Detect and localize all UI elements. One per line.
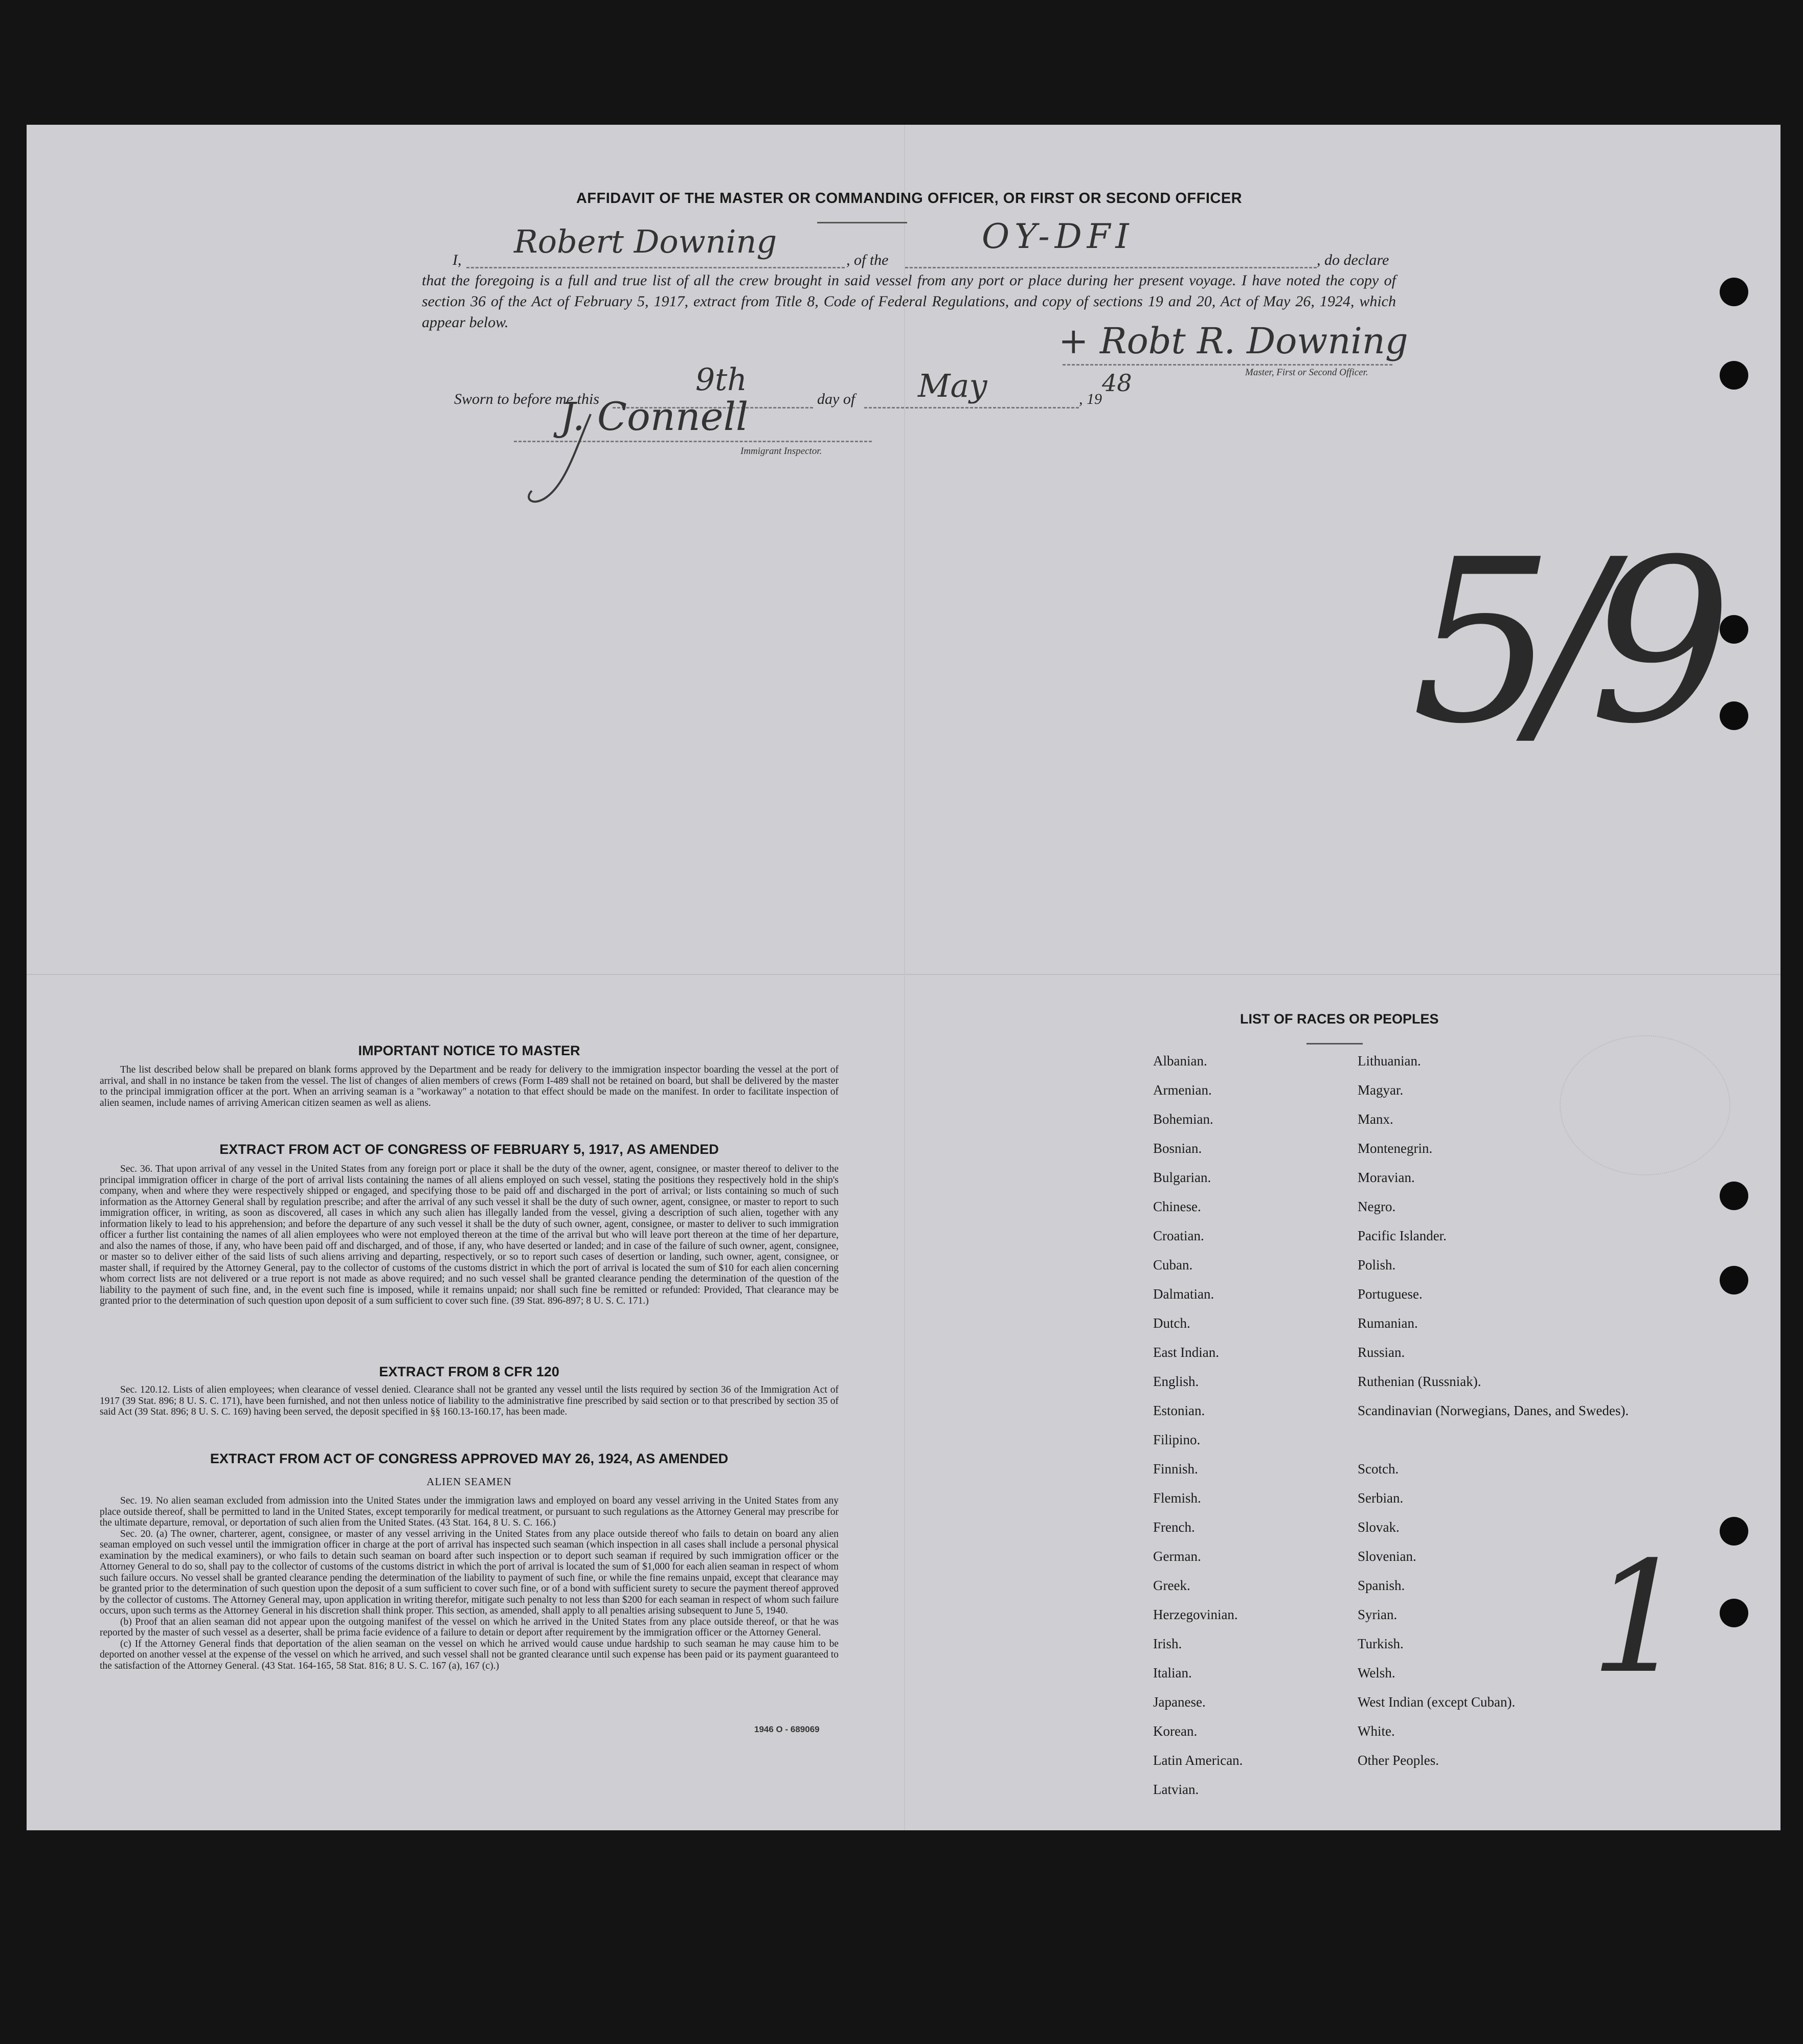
race-entry: Turkish. bbox=[1358, 1636, 1404, 1651]
affidavit-title: AFFIDAVIT OF THE MASTER OR COMMANDING OFFICER, OR FIRST OR SECOND OFFICER bbox=[576, 190, 1243, 207]
race-entry: Dalmatian. bbox=[1153, 1286, 1214, 1302]
races-row bbox=[1153, 1228, 1572, 1257]
page-fraction-handwritten: 5/9 bbox=[1411, 511, 1712, 773]
races-row bbox=[1153, 1519, 1572, 1549]
affidavit-body: that the foregoing is a full and true list of all the crew brought in said vessel from any port or place during her present voyage. I have noted the copy of section 36 of the Act of February 5, 1917, extract from Title 8, Code of Federal Regulations, and copy of sections 19 and 20, Act of May 26, 1924, which appear below. bbox=[422, 272, 1396, 331]
extract-1917-paragraph: Sec. 36. That upon arrival of any vessel in the United States from any foreign port or place it shall be the duty of the owner, agent, consignee, or master thereof to deliver to the principal immigration officer in charge of the port of arrival lists containing the names of all aliens employed on such vessel, stating the positions they respectively hold in the ship's company, when and where they were respectively shipped or engaged, and specifying those to be paid off and discharged in the port of arrival; or lists containing so much of such information as the Attorney General shall by regulation prescribe; and after the arrival of any such vessel it shall be the duty of such owner, agent, consignee, or master to report to such immigration officer, in writing, as soon as discovered, all cases in which any such alien has illegally landed from the vessel, giving a description of such alien, together with any information likely to lead to his apprehension; and before the departure of any such vessel it shall be the duty of such owner, agent, consignee, or master to deliver to such immigration officer a further list containing the names of all alien employees who were not employed thereon at the time of the arrival but who will leave port thereon at the time of her departure, and also the names of those, if any, who have been paid off and discharged, and of those, if any, who have deserted or landed; and in case of the failure of such owner, agent, consignee, or master so to deliver either of the said lists of such aliens arriving and departing, respectively, or so to report such cases of desertion or landing, such owner, agent, consignee, or master shall, if required by the Attorney General, pay to the collector of customs of the customs district in which the port of arrival is located the sum of $10 for each alien concerning whom correct lists are not delivered or a true report is not made as above required; and no such vessel shall be granted clearance pending the determination of the question of the liability to the payment of such fine, and, in the event such fine is imposed, while it remains unpaid; nor shall such fine be remitted or refunded: Provided, That clearance may be granted prior to the determination of such question upon deposit of a sum sufficient to cover such fine. (39 Stat. 896-897; 8 U. S. C. 171.) bbox=[100, 1164, 839, 1306]
race-entry: Pacific Islander. bbox=[1358, 1228, 1447, 1243]
race-entry: Polish. bbox=[1358, 1257, 1396, 1273]
race-entry: Slovenian. bbox=[1358, 1549, 1416, 1564]
race-entry: Latin American. bbox=[1153, 1753, 1243, 1768]
master-name-handwritten: Robert Downing bbox=[514, 223, 777, 260]
notice-paragraph: The list described below shall be prepared on blank forms approved by the Department and be ready for delivery to the immigration inspector boarding the vessel at the port of arrival, and shall in no instance be taken from the vessel. The list of changes of alien members of crews (Form I-489 shall not be retained on board, but shall be delivered by the master to the principal immigration officer at the port. When an arriving seaman is a "workaway" a notation to that effect should be made on the manifest. In order to facilitate inspection of alien seamen, include names of arriving American citizen seamen as well as aliens. bbox=[100, 1064, 839, 1108]
race-entry: Cuban. bbox=[1153, 1257, 1193, 1273]
race-entry: Syrian. bbox=[1358, 1607, 1398, 1622]
races-row bbox=[1153, 1490, 1572, 1519]
punch-hole bbox=[1720, 615, 1748, 644]
inspector-caption: Immigrant Inspector. bbox=[740, 446, 822, 457]
race-entry: Magyar. bbox=[1358, 1082, 1404, 1098]
races-row bbox=[1153, 1694, 1572, 1723]
races-row bbox=[1153, 1315, 1572, 1345]
race-entry: Portuguese. bbox=[1358, 1286, 1423, 1302]
race-entry: Scandinavian (Norwegians, Danes, and Swedes). bbox=[1358, 1403, 1629, 1418]
races-row bbox=[1153, 1257, 1572, 1286]
race-entry: Finnish. bbox=[1153, 1461, 1198, 1477]
punch-hole bbox=[1720, 1266, 1748, 1294]
races-row bbox=[1153, 1723, 1572, 1753]
extract-cfr-title: EXTRACT FROM 8 CFR 120 bbox=[379, 1364, 559, 1379]
race-entry: Bohemian. bbox=[1153, 1111, 1213, 1127]
races-row bbox=[1153, 1753, 1572, 1782]
races-row bbox=[1153, 1082, 1572, 1111]
races-row bbox=[1153, 1782, 1572, 1811]
officer-signature-line bbox=[1063, 364, 1392, 366]
races-row bbox=[1153, 1111, 1572, 1141]
races-row bbox=[1153, 1141, 1572, 1170]
race-entry: Irish. bbox=[1153, 1636, 1182, 1651]
extract-1924-subtitle: ALIEN SEAMEN bbox=[426, 1475, 512, 1488]
extract-1924-paragraph: Sec. 19. No alien seaman excluded from admission into the United States under the immigration laws and employed on board any vessel arriving in the United States from any place outside thereof, shall be permitted to land in the United States, except temporarily for medical treatment, or pursuant to such regulations as the Attorney General may prescribe for the ultimate departure, removal, or deportation of such alien from the United States. (43 Stat. 164, 8 U. S. C. 166.) bbox=[100, 1495, 839, 1528]
races-row bbox=[1153, 1374, 1572, 1403]
race-entry: Estonian. bbox=[1153, 1403, 1205, 1418]
title-underline bbox=[817, 222, 907, 223]
race-entry: Armenian. bbox=[1153, 1082, 1212, 1098]
race-entry bbox=[1358, 1782, 1572, 1811]
races-title-underline bbox=[1306, 1043, 1363, 1044]
inspector-signature-handwritten: J. Connell bbox=[560, 394, 749, 439]
race-entry: Rumanian. bbox=[1358, 1315, 1418, 1331]
punch-hole bbox=[1720, 361, 1748, 390]
race-entry: French. bbox=[1153, 1519, 1195, 1535]
extract-cfr-text bbox=[100, 1384, 839, 1418]
print-code: 1946 O - 689069 bbox=[754, 1724, 820, 1734]
extract-1924-paragraph: (c) If the Attorney General finds that deportation of the alien seaman on the vessel on which he arrived would cause undue hardship to such seaman he may cause him to be deported on another vessel at the expense of the vessel on which he arrived, and such vessel shall not be granted clearance until such expense has been paid or its payment guaranteed to the satisfaction of the Attorney General. (43 Stat. 164-165, 58 Stat. 816; 8 U. S. C. 167 (a), 167 (c).) bbox=[100, 1638, 839, 1671]
race-entry: Moravian. bbox=[1358, 1170, 1415, 1185]
race-entry bbox=[1358, 1432, 1572, 1461]
day-of-label: day of bbox=[817, 391, 855, 407]
punch-hole bbox=[1720, 1599, 1748, 1627]
affidavit-i-label: I, bbox=[453, 252, 462, 268]
race-entry: Slovak. bbox=[1358, 1519, 1400, 1535]
officer-signature-handwritten: + Robt R. Downing bbox=[1058, 320, 1408, 362]
sworn-label: Sworn to before me this bbox=[454, 391, 599, 407]
race-entry: Korean. bbox=[1153, 1723, 1198, 1739]
officer-signature-caption: Master, First or Second Officer. bbox=[1245, 367, 1368, 378]
of-the-label: , of the bbox=[846, 252, 889, 268]
inspector-signature-flourish bbox=[514, 409, 872, 511]
race-entry: Croatian. bbox=[1153, 1228, 1204, 1243]
race-entry: Lithuanian. bbox=[1358, 1053, 1421, 1069]
race-entry: Other Peoples. bbox=[1358, 1753, 1439, 1768]
race-entry: Negro. bbox=[1358, 1199, 1396, 1214]
races-row bbox=[1153, 1665, 1572, 1694]
races-row bbox=[1153, 1345, 1572, 1374]
races-row bbox=[1153, 1461, 1572, 1490]
race-entry: Latvian. bbox=[1153, 1782, 1199, 1797]
races-title: LIST OF RACES OR PEOPLES bbox=[1240, 1011, 1439, 1027]
name-field-line bbox=[466, 267, 845, 268]
month-handwritten: May bbox=[918, 367, 987, 404]
day-handwritten: 9th bbox=[695, 362, 747, 398]
year-handwritten: 48 bbox=[1102, 369, 1132, 397]
notice-text bbox=[100, 1064, 839, 1108]
race-entry: English. bbox=[1153, 1374, 1199, 1389]
year-prefix: , 19 bbox=[1079, 391, 1102, 407]
races-row bbox=[1153, 1607, 1572, 1636]
extract-1917-title: EXTRACT FROM ACT OF CONGRESS OF FEBRUARY 5, 1917, AS AMENDED bbox=[219, 1142, 719, 1157]
race-entry: Serbian. bbox=[1358, 1490, 1404, 1506]
extract-1924-text bbox=[100, 1495, 839, 1671]
month-field-line bbox=[864, 407, 1079, 408]
race-entry: Scotch. bbox=[1358, 1461, 1399, 1477]
do-declare-label: , do declare bbox=[1317, 252, 1389, 268]
race-entry: East Indian. bbox=[1153, 1345, 1219, 1360]
races-row bbox=[1153, 1549, 1572, 1578]
extract-1924-paragraph: Sec. 20. (a) The owner, charterer, agent, consignee, or master of any vessel arriving in the United States from any place outside thereof who fails to detain on board any alien seaman employed on such vessel until the immigration officer in charge at the port of arrival has inspected such seaman (which inspection in all cases shall include a personal physical examination by the medical examiners), or who fails to detain such seaman on board after such inspection or to deport such seaman if required by such immigration officer or the Attorney General to do so, shall pay to the collector of customs of the customs district in which the port of arrival is located the sum of $1,000 for each alien seaman in respect of whom such failure occurs. No vessel shall be granted clearance pending the determination of the liability to payment of such fine, or while the fine remains unpaid, except that clearance may be granted prior to the determination of such question upon the deposit of a sum sufficient to cover such fine, or of a bond with sufficient surety to secure the payment thereof approved by the collector of customs. The Attorney General may, upon application in writing therefor, mitigate such penalty to not less than $200 for each seaman in respect of whom such failure occurs, upon such terms as the Attorney General in his discretion shall think proper. This section, as amended, shall apply to all penalties arising subsequent to June 5, 1940. bbox=[100, 1528, 839, 1616]
race-entry: White. bbox=[1358, 1723, 1395, 1739]
race-entry: Japanese. bbox=[1153, 1694, 1206, 1710]
races-row bbox=[1153, 1636, 1572, 1665]
race-entry: Montenegrin. bbox=[1358, 1141, 1433, 1156]
extract-cfr-paragraph: Sec. 120.12. Lists of alien employees; when clearance of vessel denied. Clearance shall not be granted any vessel until the lists required by section 36 of the Immigration Act of 1917 (39 Stat. 896; 8 U. S. C. 171), have been furnished, and not then unless notice of liability to the administrative fine prescribed by said section or to that prescribed by section 35 of said Act (39 Stat. 896; 8 U. S. C. 169) having been served, the deposit specified in §§ 160.13-160.17, has been made. bbox=[100, 1384, 839, 1417]
races-row bbox=[1153, 1053, 1572, 1082]
races-row bbox=[1153, 1170, 1572, 1199]
race-entry: Dutch. bbox=[1153, 1315, 1190, 1331]
race-entry: West Indian (except Cuban). bbox=[1358, 1694, 1516, 1710]
race-entry: Spanish. bbox=[1358, 1578, 1405, 1593]
races-row bbox=[1153, 1578, 1572, 1607]
race-entry: Filipino. bbox=[1153, 1432, 1201, 1447]
fold-line-horizontal bbox=[27, 974, 1781, 975]
race-entry: Russian. bbox=[1358, 1345, 1405, 1360]
races-row bbox=[1153, 1199, 1572, 1228]
race-entry: Greek. bbox=[1153, 1578, 1190, 1593]
race-entry: Manx. bbox=[1358, 1111, 1393, 1127]
faint-stamp bbox=[1560, 1035, 1730, 1175]
race-entry: Welsh. bbox=[1358, 1665, 1395, 1680]
extract-1924-title: EXTRACT FROM ACT OF CONGRESS APPROVED MAY 26, 1924, AS AMENDED bbox=[210, 1451, 729, 1466]
race-entry: German. bbox=[1153, 1549, 1201, 1564]
extract-1924-paragraph: (b) Proof that an alien seaman did not appear upon the outgoing manifest of the vessel on which he arrived in the United States from any place outside thereof, or that he was reported by the master of such vessel as a deserter, shall be prima facie evidence of a failure to detain or deport after requirement by the immigration officer or the Attorney General. bbox=[100, 1616, 839, 1638]
race-entry: Ruthenian (Russniak). bbox=[1358, 1374, 1481, 1389]
race-entry: Flemish. bbox=[1153, 1490, 1201, 1506]
race-entry: Italian. bbox=[1153, 1665, 1192, 1680]
races-row bbox=[1153, 1403, 1629, 1432]
punch-hole bbox=[1720, 278, 1748, 306]
race-entry: Albanian. bbox=[1153, 1053, 1207, 1069]
races-row bbox=[1153, 1432, 1572, 1461]
margin-mark-handwritten: 1 bbox=[1590, 1529, 1688, 1707]
punch-hole bbox=[1720, 1517, 1748, 1546]
race-entry: Bulgarian. bbox=[1153, 1170, 1211, 1185]
races-list bbox=[1153, 1053, 1629, 1811]
extract-1917-text bbox=[100, 1164, 839, 1307]
race-entry: Bosnian. bbox=[1153, 1141, 1202, 1156]
race-entry: Herzegovinian. bbox=[1153, 1607, 1238, 1622]
punch-hole bbox=[1720, 1182, 1748, 1210]
races-row bbox=[1153, 1286, 1572, 1315]
notice-title: IMPORTANT NOTICE TO MASTER bbox=[358, 1043, 580, 1058]
race-entry: Chinese. bbox=[1153, 1199, 1201, 1214]
vessel-name-handwritten: OY-DFI bbox=[982, 217, 1134, 256]
fold-line-vertical bbox=[904, 125, 905, 1830]
punch-hole bbox=[1720, 701, 1748, 730]
vessel-field-line bbox=[905, 267, 1317, 268]
